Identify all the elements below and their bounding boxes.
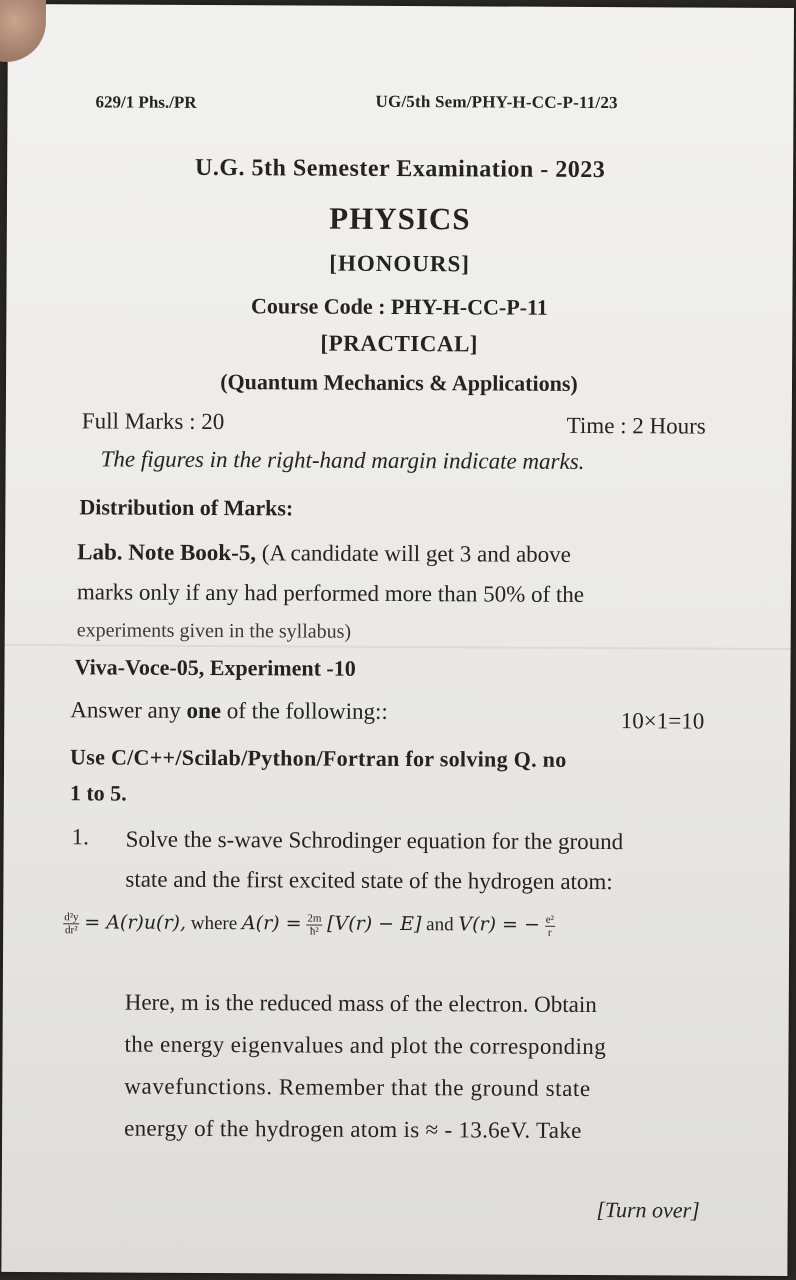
language-instruction-cont: 1 to 5. xyxy=(69,780,127,806)
eq-V-r: V(r) = − xyxy=(458,913,540,936)
frac-den-r: r xyxy=(547,926,552,939)
lab-note-bold: Lab. Note Book-5, xyxy=(77,539,257,566)
lab-note-rest: (A candidate will get 3 and above xyxy=(261,540,571,567)
eq-and: and xyxy=(426,914,454,936)
subject-title: PHYSICS xyxy=(329,200,471,237)
time-allowed: Time : 2 Hours xyxy=(566,412,706,439)
eq-A-u: = A(r)u(r), xyxy=(84,911,187,934)
answer-instruction xyxy=(70,697,388,725)
paper-code-left: 629/1 Phs./PR xyxy=(95,92,197,112)
paper-code-right: UG/5th Sem/PHY-H-CC-P-11/23 xyxy=(375,91,618,113)
course-code: Course Code : PHY-H-CC-P-11 xyxy=(250,293,548,320)
answer-marks: 10×1=10 xyxy=(620,708,705,734)
frac-num-d2y: d²y xyxy=(64,911,79,924)
answer-pre: Answer any xyxy=(70,697,181,723)
2m-hbar2-fraction xyxy=(306,913,322,938)
honours-label: [HONOURS] xyxy=(329,250,471,277)
answer-one: one xyxy=(186,697,222,724)
margin-note: The figures in the right-hand margin indicate marks. xyxy=(100,446,585,474)
lab-note-line3: experiments given in the syllabus) xyxy=(76,619,352,643)
distribution-heading: Distribution of Marks: xyxy=(79,494,294,521)
eq-where: where xyxy=(190,912,238,935)
lab-note-line2: marks only if any had performed more than 50% of the xyxy=(76,579,585,607)
question-1-para2: the energy eigenvalues and plot the corresponding xyxy=(124,1031,607,1060)
paper-title: (Quantum Mechanics & Applications) xyxy=(220,369,578,396)
turn-over-note: [Turn over] xyxy=(596,1197,700,1223)
full-marks: Full Marks : 20 xyxy=(81,408,225,435)
language-instruction: Use C/C++/Scilab/Python/Fortran for solving Q. no xyxy=(69,744,567,772)
exam-paper xyxy=(1,4,794,1276)
eq-A-r: A(r) = xyxy=(241,912,302,935)
viva-voce-line: Viva-Voce-05, Experiment -10 xyxy=(74,654,356,681)
frac-den-hbar2: ħ² xyxy=(309,925,319,938)
paper-fold-line xyxy=(5,644,791,650)
question-1-number: 1. xyxy=(71,824,89,850)
question-1-para3: wavefunctions. Remember that the ground state xyxy=(124,1073,591,1102)
answer-post: of the following:: xyxy=(226,698,388,724)
frac-den-dr2: dr² xyxy=(65,924,78,937)
e2-r-fraction xyxy=(545,914,555,939)
question-1-line2: state and the first excited state of the hydrogen atom: xyxy=(125,866,613,895)
thumb-in-photo xyxy=(0,0,46,62)
schrodinger-equation xyxy=(63,911,555,939)
exam-title: U.G. 5th Semester Examination - 2023 xyxy=(194,154,606,184)
frac-num-2m: 2m xyxy=(307,912,322,925)
question-1-line1: Solve the s-wave Schrodinger equation for the ground xyxy=(125,826,624,855)
eq-bracket: [V(r) − E] xyxy=(327,912,422,936)
question-1-para1: Here, m is the reduced mass of the electron. Obtain xyxy=(124,989,597,1018)
question-1-para4: energy of the hydrogen atom is ≈ - 13.6eV. Take xyxy=(124,1115,582,1143)
frac-num-e2: e² xyxy=(545,913,554,926)
d2y-dr2-fraction xyxy=(63,911,79,936)
lab-note-line1 xyxy=(77,539,571,568)
practical-label: [PRACTICAL] xyxy=(320,330,479,357)
